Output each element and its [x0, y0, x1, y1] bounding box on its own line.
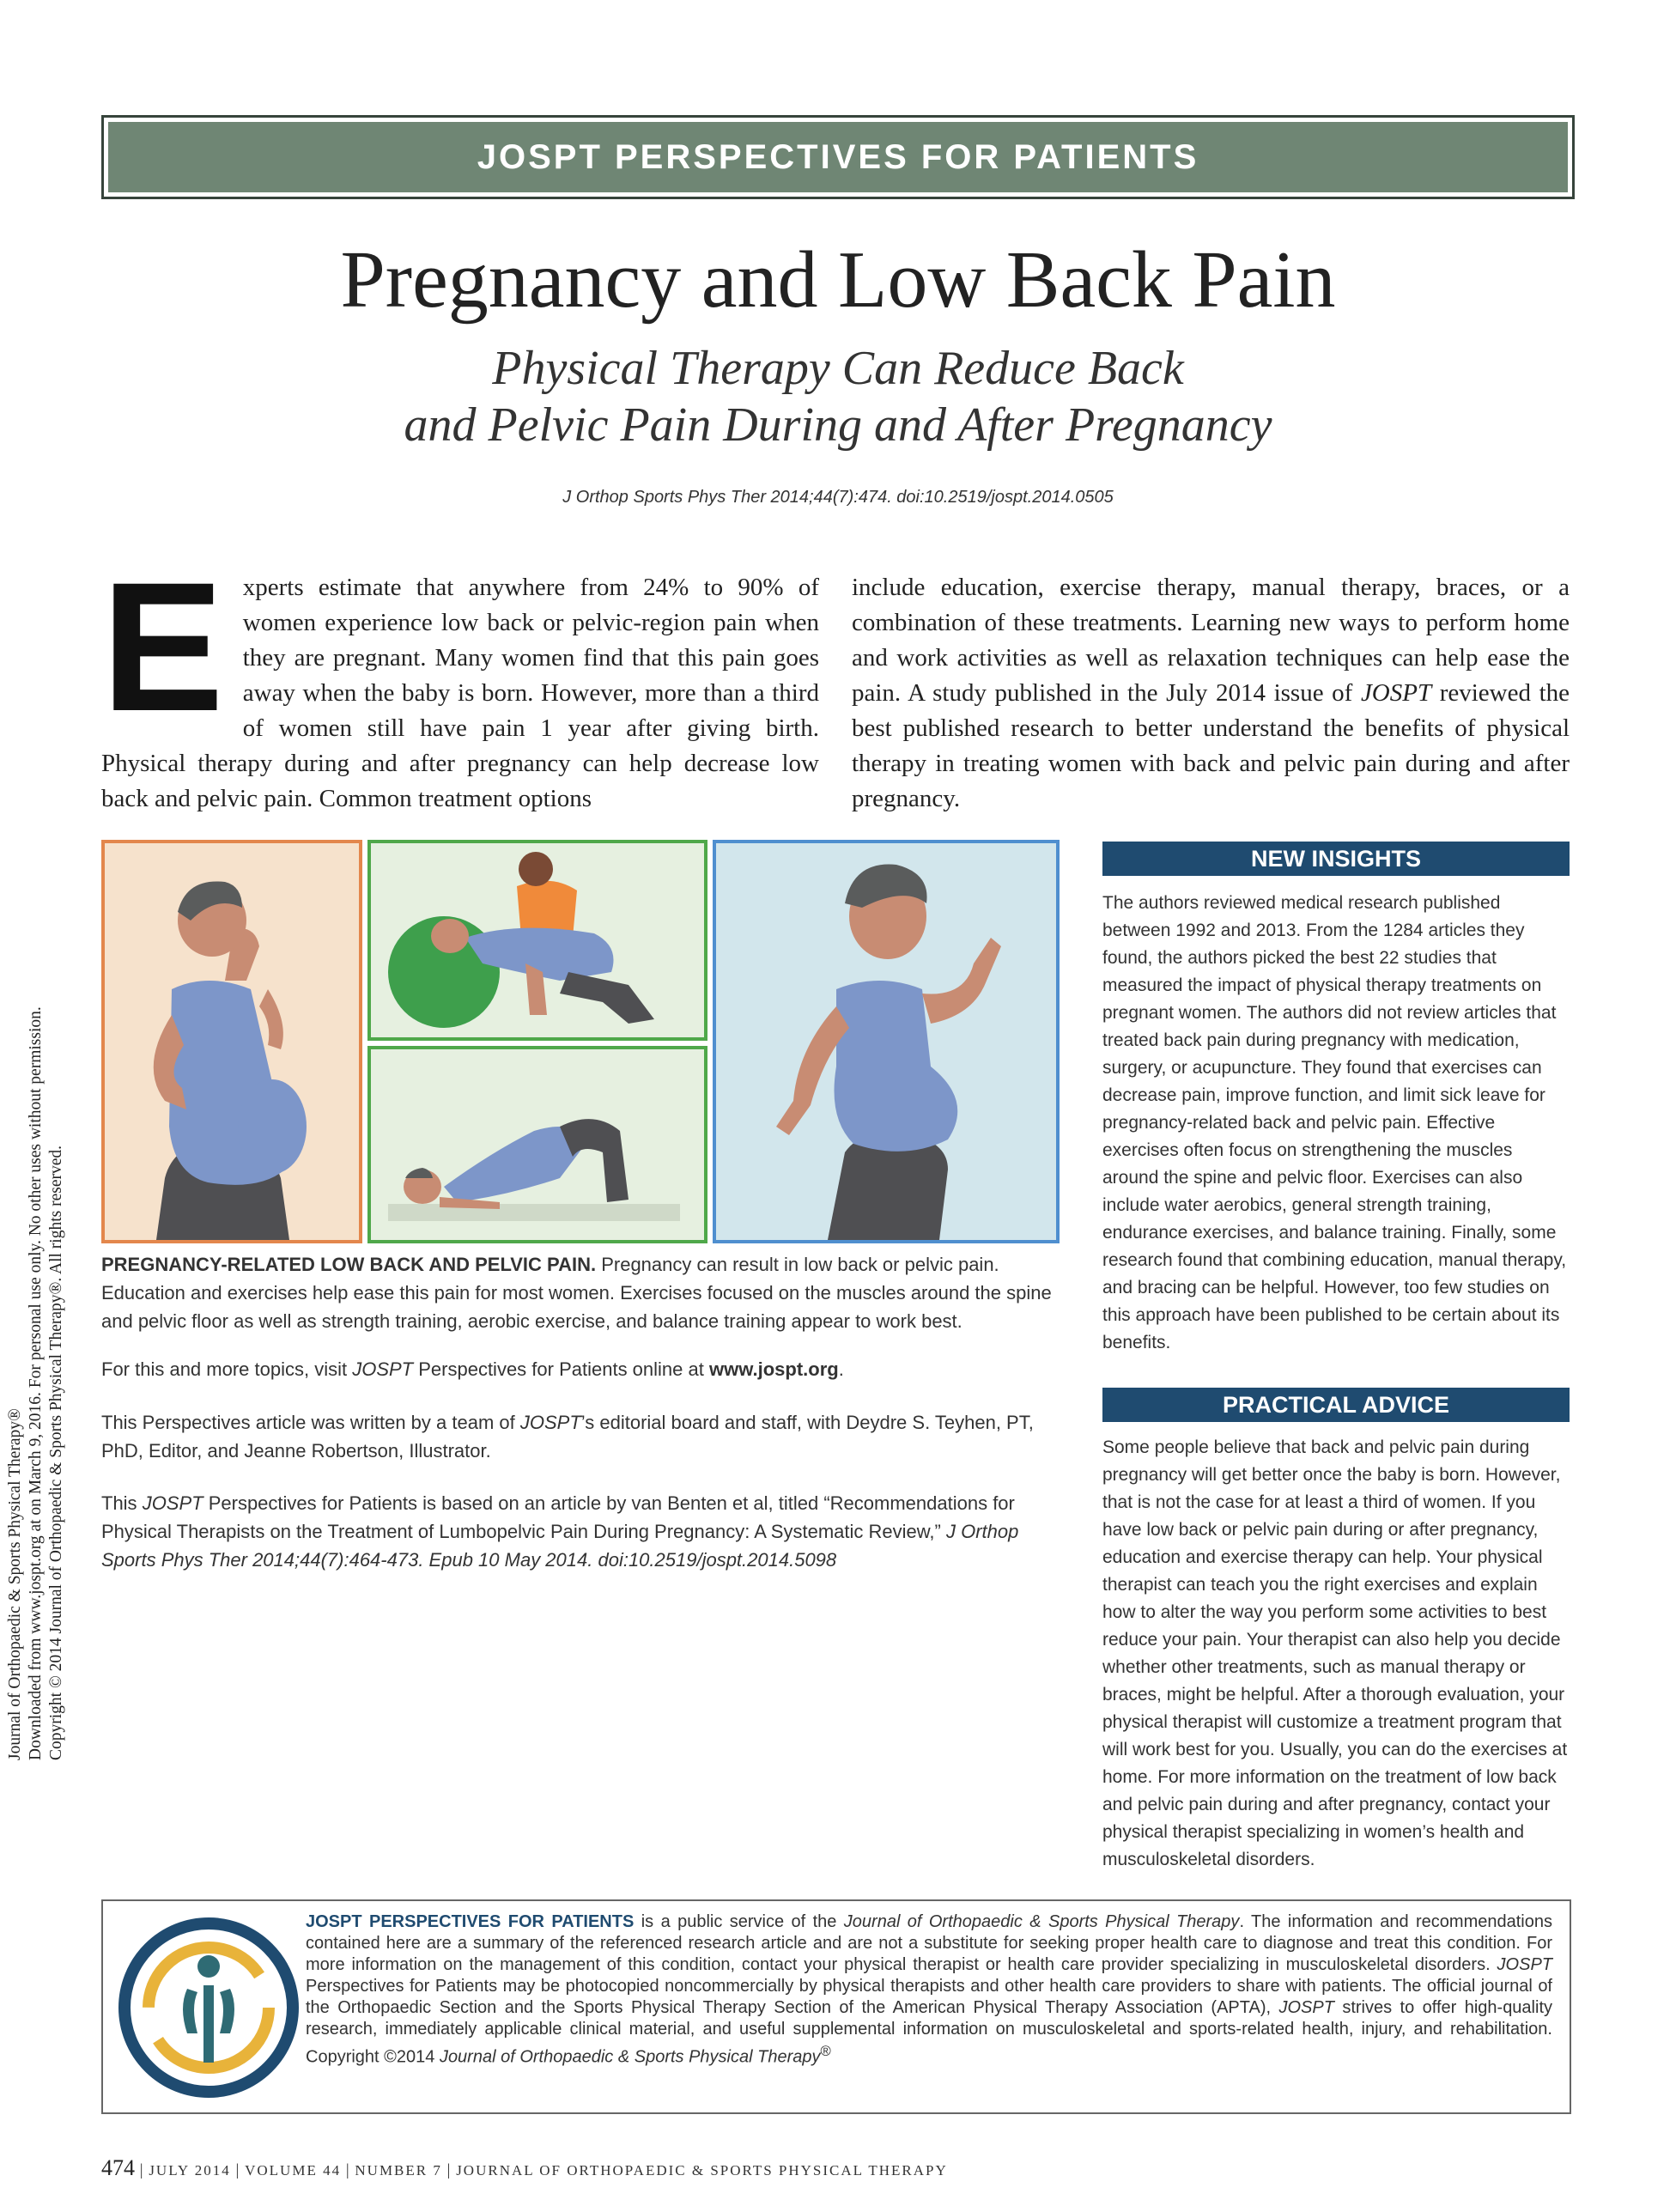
notice-line-2: Downloaded from www.jospt.org at on March 9, 2016. For personal use only. No other uses without permission.	[27, 1006, 45, 1760]
footer-text-part: is a public service of the	[634, 1912, 844, 1931]
visit-text: For this and more topics, visit	[101, 1358, 353, 1380]
page-footer	[101, 2155, 948, 2181]
illustration-figure	[101, 840, 1060, 1243]
separator: |	[139, 2161, 144, 2179]
separator: |	[235, 2161, 240, 2179]
article-title: Pregnancy and Low Back Pain	[340, 235, 1336, 325]
issue-date: JULY 2014	[149, 2162, 231, 2179]
footer-text-part: strives to offer high-quality research, immediately applicable clinical material, and useful supplemental information on musculoskeletal and sports-related health, injury, and rehabilitation. Copyright ©2014	[306, 1998, 1553, 2067]
credits-text: ’s editorial board and staff, with Deydre S. Teyhen, PT, PhD, Editor, and Jeanne Robertson, Illustrator.	[101, 1412, 1034, 1462]
intro-text-2a: include education, exercise therapy, manual therapy, braces, or a combination of these treatments. Learning new ways to perform home and work activities as well as relaxation techniques can help ease the pain. A study published in the July 2014 issue of	[852, 574, 1570, 707]
figure-caption	[101, 1250, 1072, 1335]
citation: J Orthop Sports Phys Ther 2014;44(7):474. doi:10.2519/jospt.2014.0505	[562, 488, 1114, 507]
footer-text	[306, 1911, 1552, 2069]
practical-advice-text: Some people believe that back and pelvic pain during pregnancy will get better once the baby is born. However, that is not the case for at least a third of women. If you have low back or pelvic pain during or after pregnancy, education and exercise therapy can help. Your physical therapist can teach you the right exercises and explain how to alter the way you perform some activities to best reduce your pain. Your therapist can also help you decide whether other treatments, such as manual therapy or braces, might be helpful. After a thorough evaluation, your physical therapist will customize a treatment program that will work best for you. Usually, you can do the exercises at home. For more information on the treatment of low back and pelvic pain during and after pregnancy, contact your physical therapist specializing in women’s health and musculoskeletal disorders.	[1102, 1437, 1568, 1869]
credits-text: This Perspectives article was written by a team of	[101, 1412, 520, 1433]
footer-text-part: . The information and recommendations contained here are a summary of the referenced research article and are not a substitute for seeking proper health care to diagnose and treat this condition. For more information on the management of this condition, contact your physical therapist or health care provider specializing in musculoskeletal disorders.	[306, 1912, 1552, 1974]
visit-text: Perspectives for Patients online at	[413, 1358, 709, 1380]
illustration-ball-exercise	[367, 840, 707, 1041]
journal-name: JOSPT	[1497, 1955, 1552, 1974]
journal-name: Journal of Orthopaedic & Sports Physical Therapy	[439, 2047, 821, 2067]
source-text: This	[101, 1492, 143, 1514]
source-text: Perspectives for Patients is based on an article by van Benten et al, titled “Recommendations for Physical Therapists on the Treatment of Lumbopelvic Pain During Pregnancy: A Systematic Review,”	[101, 1492, 1015, 1542]
issue-number: NUMBER 7	[355, 2162, 442, 2179]
intro-text-1: xperts estimate that anywhere from 24% to 90% of women experience low back or pelvic-region pain when they are pregnant. Many women find that this pain goes away when the baby is born. However, more than a third of women still have pain 1 year after giving birth. Physical therapy during and after pregnancy can help decrease low back and pelvic pain. Common treatment options	[101, 574, 819, 812]
page-number: 474	[101, 2155, 135, 2180]
journal-name: JOSPT	[519, 1412, 581, 1433]
source-paragraph	[101, 1489, 1072, 1574]
separator: |	[446, 2161, 452, 2179]
journal-name: Journal of Orthopaedic & Sports Physical Therapy	[843, 1912, 1240, 1931]
section-banner	[101, 115, 1575, 199]
illustration-bridge-exercise	[367, 1046, 707, 1243]
notice-line-3: Copyright © 2014 Journal of Orthopaedic & Sports Physical Therapy®. All rights reserved.	[47, 1146, 65, 1760]
separator: |	[345, 2161, 350, 2179]
new-insights-text: The authors reviewed medical research published between 1992 and 2013. From the 1284 articles they found, the authors picked the best 22 studies that measured the impact of physical therapy treatments on pregnant women. The authors did not review articles that treated back pain during pregnancy with medication, surgery, or acupuncture. They found that exercises can decrease pain, improve function, and limit sick leave for pregnancy-related back and pelvic pain. Effective exercises often focus on strengthening the muscles around the spine and pelvic floor. Exercises can also include water aerobics, general strength training, endurance exercises, and balance training. Finally, some research found that combining education, manual therapy, and bracing can be helpful. However, too few studies on this approach have been published to be certain about its benefits.	[1102, 893, 1567, 1352]
registered-mark: ®	[820, 2043, 831, 2059]
intro-column-1	[101, 544, 819, 817]
article-subtitle	[258, 340, 1418, 453]
jospt-logo-icon	[118, 1913, 299, 2102]
source-reference: J Orthop Sports Phys Ther 2014;44(7):464-473. Epub 10 May 2014. doi:10.2519/jospt.2014.5098	[101, 1521, 1019, 1571]
subtitle-line-2: and Pelvic Pain During and After Pregnancy	[404, 398, 1272, 452]
website-link[interactable]: www.jospt.org	[708, 1358, 839, 1380]
journal-name: JOSPT	[1278, 1998, 1334, 2017]
drop-cap: E	[101, 544, 224, 750]
visit-text: .	[838, 1358, 844, 1380]
caption-text: Pregnancy can result in low back or pelvic pain. Education and exercises help ease this pain for most women. Exercises focused on the muscles around the spine and pelvic floor as well as strength training, aerobic exercise, and balance training appear to work best.	[101, 1254, 1052, 1332]
caption-heading: PREGNANCY-RELATED LOW BACK AND PELVIC PAIN.	[101, 1254, 597, 1275]
footer-lead: JOSPT PERSPECTIVES FOR PATIENTS	[306, 1912, 635, 1931]
illustration-standing-back-pain	[101, 840, 362, 1243]
banner-label: JOSPT PERSPECTIVES FOR PATIENTS	[477, 137, 1199, 176]
practical-advice-heading: PRACTICAL ADVICE	[1102, 1388, 1570, 1422]
intro-column-2	[852, 570, 1570, 817]
footer-text-part: Perspectives for Patients may be photocopied noncommercially by physical therapists and other health care providers to share with patients. The official journal of the Orthopaedic Section and the Sports Physical Therapy Section of the American Physical Therapy Association (APTA),	[306, 1977, 1552, 2017]
journal-name: JOSPT	[142, 1492, 203, 1514]
side-copyright-notice	[5, 730, 70, 1760]
notice-line-1: Journal of Orthopaedic & Sports Physical Therapy®	[6, 1408, 24, 1760]
credits-paragraph	[101, 1408, 1072, 1465]
journal-name: JOSPT	[352, 1358, 414, 1380]
footer-notice-box	[101, 1899, 1571, 2114]
new-insights-heading: NEW INSIGHTS	[1102, 842, 1570, 876]
volume: VOLUME 44	[245, 2162, 342, 2179]
subtitle-line-1: Physical Therapy Can Reduce Back	[492, 342, 1184, 395]
journal-name: JOSPT	[1360, 679, 1432, 707]
journal-title: JOURNAL OF ORTHOPAEDIC & SPORTS PHYSICAL THERAPY	[456, 2162, 948, 2179]
illustration-walking-woman	[713, 840, 1060, 1243]
intro-text-2b: reviewed the best published research to better understand the benefits of physical therapy in treating women with back and pelvic pain during and after pregnancy.	[852, 679, 1570, 812]
visit-paragraph	[101, 1355, 1072, 1383]
